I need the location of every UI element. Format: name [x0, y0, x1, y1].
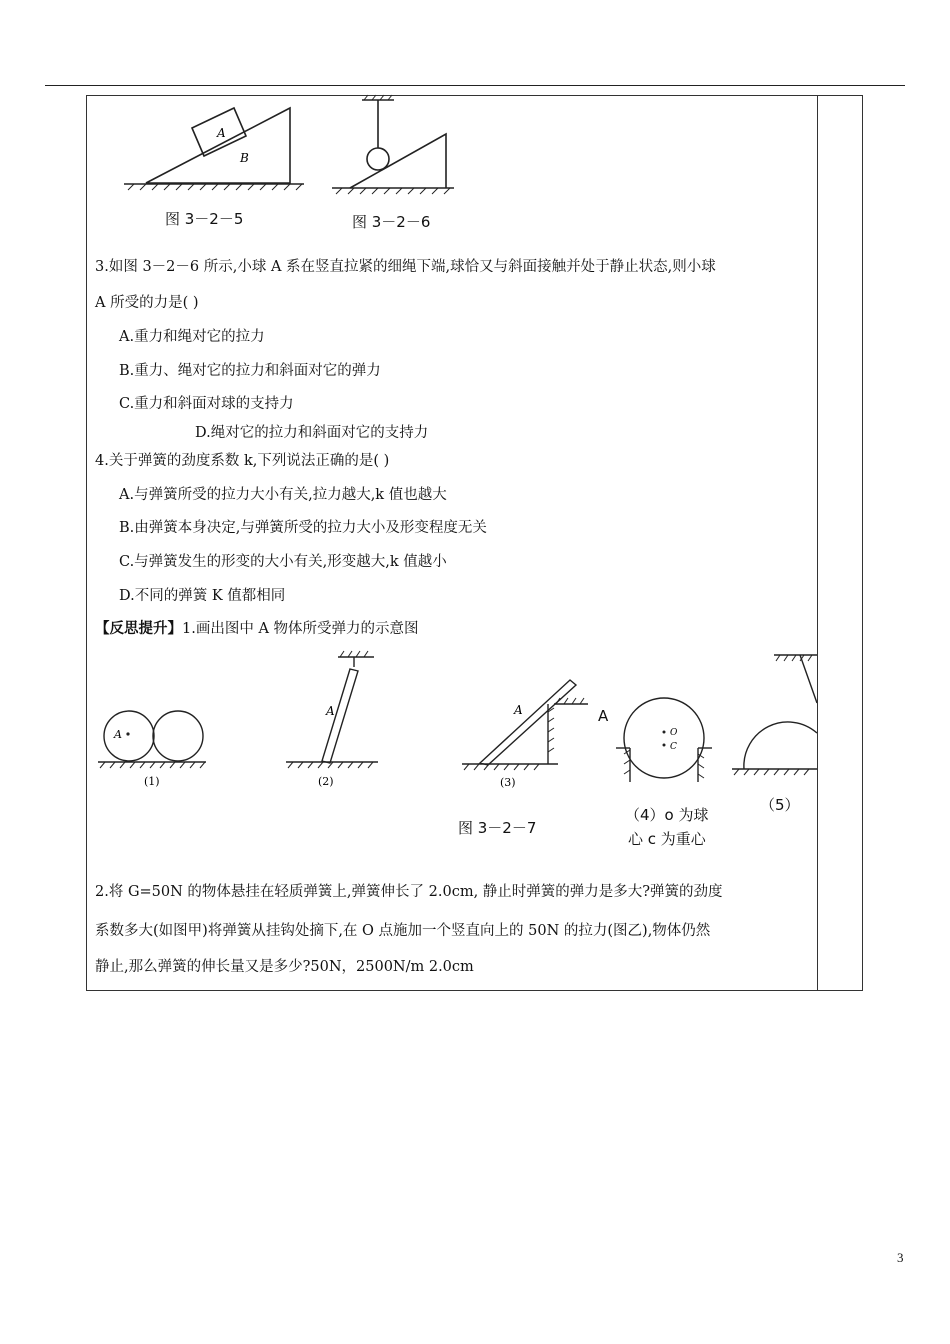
fig7-p2-label: A [326, 704, 335, 718]
q3-option-c: C.重力和斜面对球的支持力 [119, 396, 294, 412]
reflect-heading: 【反思提升】 [95, 620, 182, 637]
q3-option-a: A.重力和绳对它的拉力 [119, 329, 265, 345]
figure-3-2-7-part-1 [94, 700, 209, 790]
fig7-p4-caption-1: （4）o 为球 [625, 806, 709, 824]
q2-line2: 系数多大(如图甲)将弹簧从挂钩处摘下,在 O 点施加一个竖直向上的 50N 的拉力(图乙),物体仍然 [95, 923, 711, 939]
header-rule [45, 85, 905, 86]
figure-3-2-5 [118, 98, 308, 196]
figure-3-2-7-part-5 [730, 645, 817, 785]
q3-stem-line2: A 所受的力是( ) [95, 295, 199, 311]
fig7-p5-num: （5） [760, 796, 800, 814]
reflect-line [95, 622, 419, 637]
fig7-p4-side-label: A [598, 707, 609, 725]
q2-line1: 2.将 G=50N 的物体悬挂在轻质弹簧上,弹簧伸长了 2.0cm, 静止时弹簧的弹力是多大?弹簧的劲度 [95, 884, 723, 900]
q4-option-a: A.与弹簧所受的拉力大小有关,拉力越大,k 值也越大 [119, 487, 447, 503]
page-number: 3 [897, 1250, 904, 1265]
fig7-p4-o: O [670, 728, 678, 738]
fig5-label-a: A [217, 126, 226, 140]
q4-stem: 4.关于弹簧的劲度系数 k,下列说法正确的是( ) [95, 453, 390, 469]
q3-option-d: D.绳对它的拉力和斜面对它的支持力 [195, 425, 429, 441]
fig7-p1-label: A [114, 728, 122, 741]
fig7-p1-num: (1) [144, 775, 160, 788]
reflect-text: 1.画出图中 A 物体所受弹力的示意图 [182, 621, 419, 637]
fig5-label-b: B [240, 151, 249, 165]
q3-option-b: B.重力、绳对它的拉力和斜面对它的弹力 [119, 363, 381, 379]
fig7-caption: 图 3－2－7 [458, 819, 537, 837]
fig7-p2-num: (2) [318, 775, 334, 788]
q2-line3: 静止,那么弹簧的伸长量又是多少?50N，2500N/m 2.0cm [95, 959, 474, 975]
fig7-p4-c: C [670, 742, 677, 752]
figure-3-2-6 [328, 94, 458, 202]
q4-option-b: B.由弹簧本身决定,与弹簧所受的拉力大小及形变程度无关 [119, 520, 487, 536]
fig6-caption: 图 3－2－6 [352, 213, 431, 231]
figure-3-2-7-part-2 [282, 645, 382, 790]
fig5-caption: 图 3－2－5 [165, 210, 244, 228]
fig7-p3-num: (3) [500, 776, 516, 789]
figure-3-2-7-part-4 [612, 692, 722, 784]
fig7-p4-caption-2: 心 c 为重心 [628, 830, 706, 848]
fig7-p3-label: A [514, 703, 523, 717]
q4-option-c: C.与弹簧发生的形变的大小有关,形变越大,k 值越小 [119, 554, 447, 570]
q4-option-d: D.不同的弹簧 K 值都相同 [119, 588, 286, 604]
inner-column-rule [817, 96, 818, 990]
content-frame [86, 95, 863, 991]
figure-3-2-7-part-3 [458, 672, 598, 792]
q3-stem-line1: 3.如图 3－2－6 所示,小球 A 系在竖直拉紧的细绳下端,球恰又与斜面接触并处于静止状态,则小球 [95, 259, 716, 275]
